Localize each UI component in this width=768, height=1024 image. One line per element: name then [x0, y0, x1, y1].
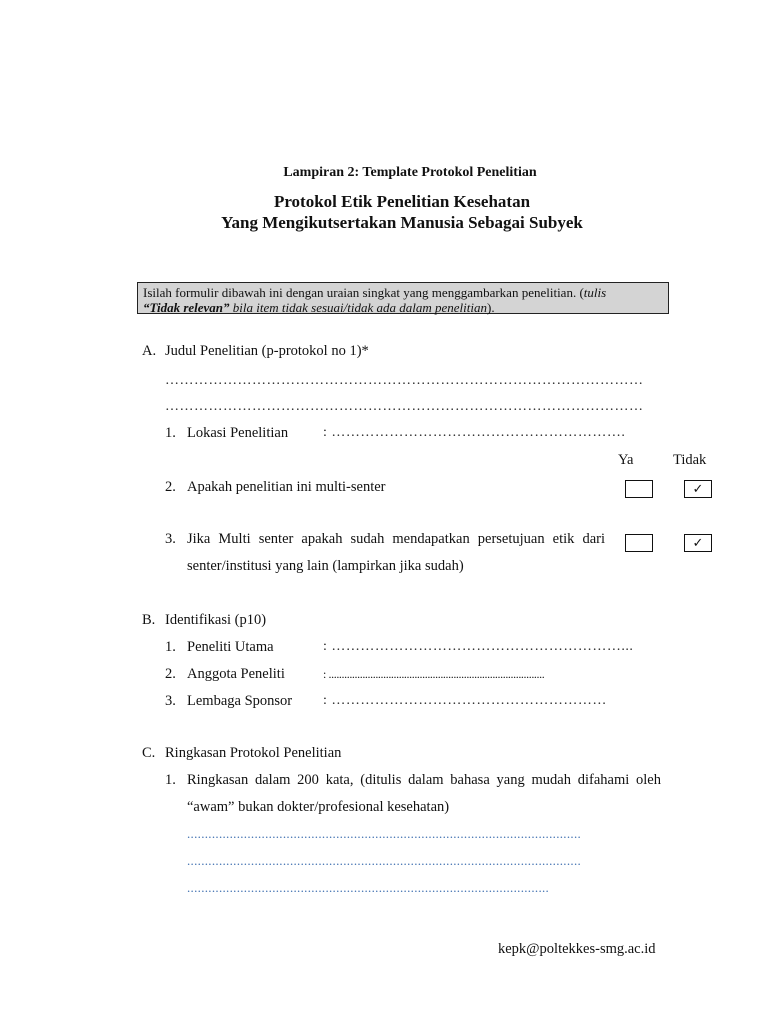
principal-investigator-field[interactable]: : ……………………………………………………... — [323, 639, 634, 654]
instruction-italic-tail: bila item tidak sesuai/tidak ada dalam penelitian — [229, 300, 487, 315]
team-members-field[interactable]: : ................................................................................... — [323, 667, 545, 681]
summary-instruction-line1: Ringkasan dalam 200 kata, (ditulis dalam bahasa yang mudah difahami oleh — [187, 772, 661, 788]
multicenter-question: Apakah penelitian ini multi-senter — [187, 479, 386, 495]
a-item2-number: 2. — [165, 479, 176, 495]
location-label: Lokasi Penelitian — [187, 425, 289, 441]
b-item2-number: 2. — [165, 666, 176, 682]
location-field[interactable]: : ……………………………………………………. — [323, 425, 626, 440]
summary-instruction-line2: “awam” bukan dokter/profesional kesehatan) — [187, 799, 450, 815]
column-ya-label: Ya — [618, 452, 634, 468]
section-c-letter: C. — [142, 745, 156, 761]
b-item1-number: 1. — [165, 639, 176, 655]
instruction-box — [137, 282, 669, 314]
ethics-approval-question-line2: senter/institusi yang lain (lampirkan jika sudah) — [187, 558, 464, 574]
summary-fill-line-1[interactable]: ............................................................................................................... — [187, 826, 582, 841]
column-tidak-label: Tidak — [673, 452, 707, 468]
instruction-not-relevant: “Tidak relevan” — [143, 300, 230, 315]
section-b-letter: B. — [142, 612, 156, 628]
section-a-title: Judul Penelitian (p-protokol no 1)* — [165, 343, 369, 359]
multicenter-ya-checkbox[interactable] — [625, 480, 653, 498]
summary-fill-line-3[interactable]: ...................................................................................................... — [187, 880, 550, 895]
b-item3-number: 3. — [165, 693, 176, 709]
contact-email: kepk@poltekkes-smg.ac.id — [498, 941, 656, 957]
title-fill-line-1[interactable]: ……………………………………………………………………………………… — [165, 373, 644, 388]
principal-investigator-label: Peneliti Utama — [187, 639, 274, 655]
ethics-approval-tidak-checkbox[interactable]: ✓ — [684, 534, 712, 552]
a-item3-number: 3. — [165, 531, 176, 547]
ethics-approval-question-line1: Jika Multi senter apakah sudah mendapatkan persetujuan etik dari — [187, 531, 605, 547]
summary-fill-line-2[interactable]: ............................................................................................................... — [187, 853, 582, 868]
ethics-approval-ya-checkbox[interactable] — [625, 534, 653, 552]
instruction-italic: tulis — [583, 285, 607, 300]
attachment-label: Lampiran 2: Template Protokol Penelitian — [283, 165, 537, 180]
team-members-label: Anggota Peneliti — [187, 666, 285, 682]
sponsor-field[interactable]: : ………………………………………………… — [323, 693, 607, 708]
a-item1-number: 1. — [165, 425, 176, 441]
multicenter-tidak-checkbox[interactable]: ✓ — [684, 480, 712, 498]
instruction-text: Isilah formulir dibawah ini dengan uraian singkat yang menggambarkan penelitian. ( — [143, 285, 584, 300]
c-item1-number: 1. — [165, 772, 176, 788]
sponsor-label: Lembaga Sponsor — [187, 693, 293, 709]
instruction-end: ). — [486, 300, 495, 315]
section-a-letter: A. — [142, 343, 157, 359]
title-fill-line-2[interactable]: ……………………………………………………………………………………… — [165, 399, 644, 414]
section-b-title: Identifikasi (p10) — [165, 612, 267, 628]
document-title-line2: Yang Mengikutsertakan Manusia Sebagai Subyek — [221, 213, 583, 232]
section-c-title: Ringkasan Protokol Penelitian — [165, 745, 342, 761]
document-title-line1: Protokol Etik Penelitian Kesehatan — [273, 192, 531, 211]
